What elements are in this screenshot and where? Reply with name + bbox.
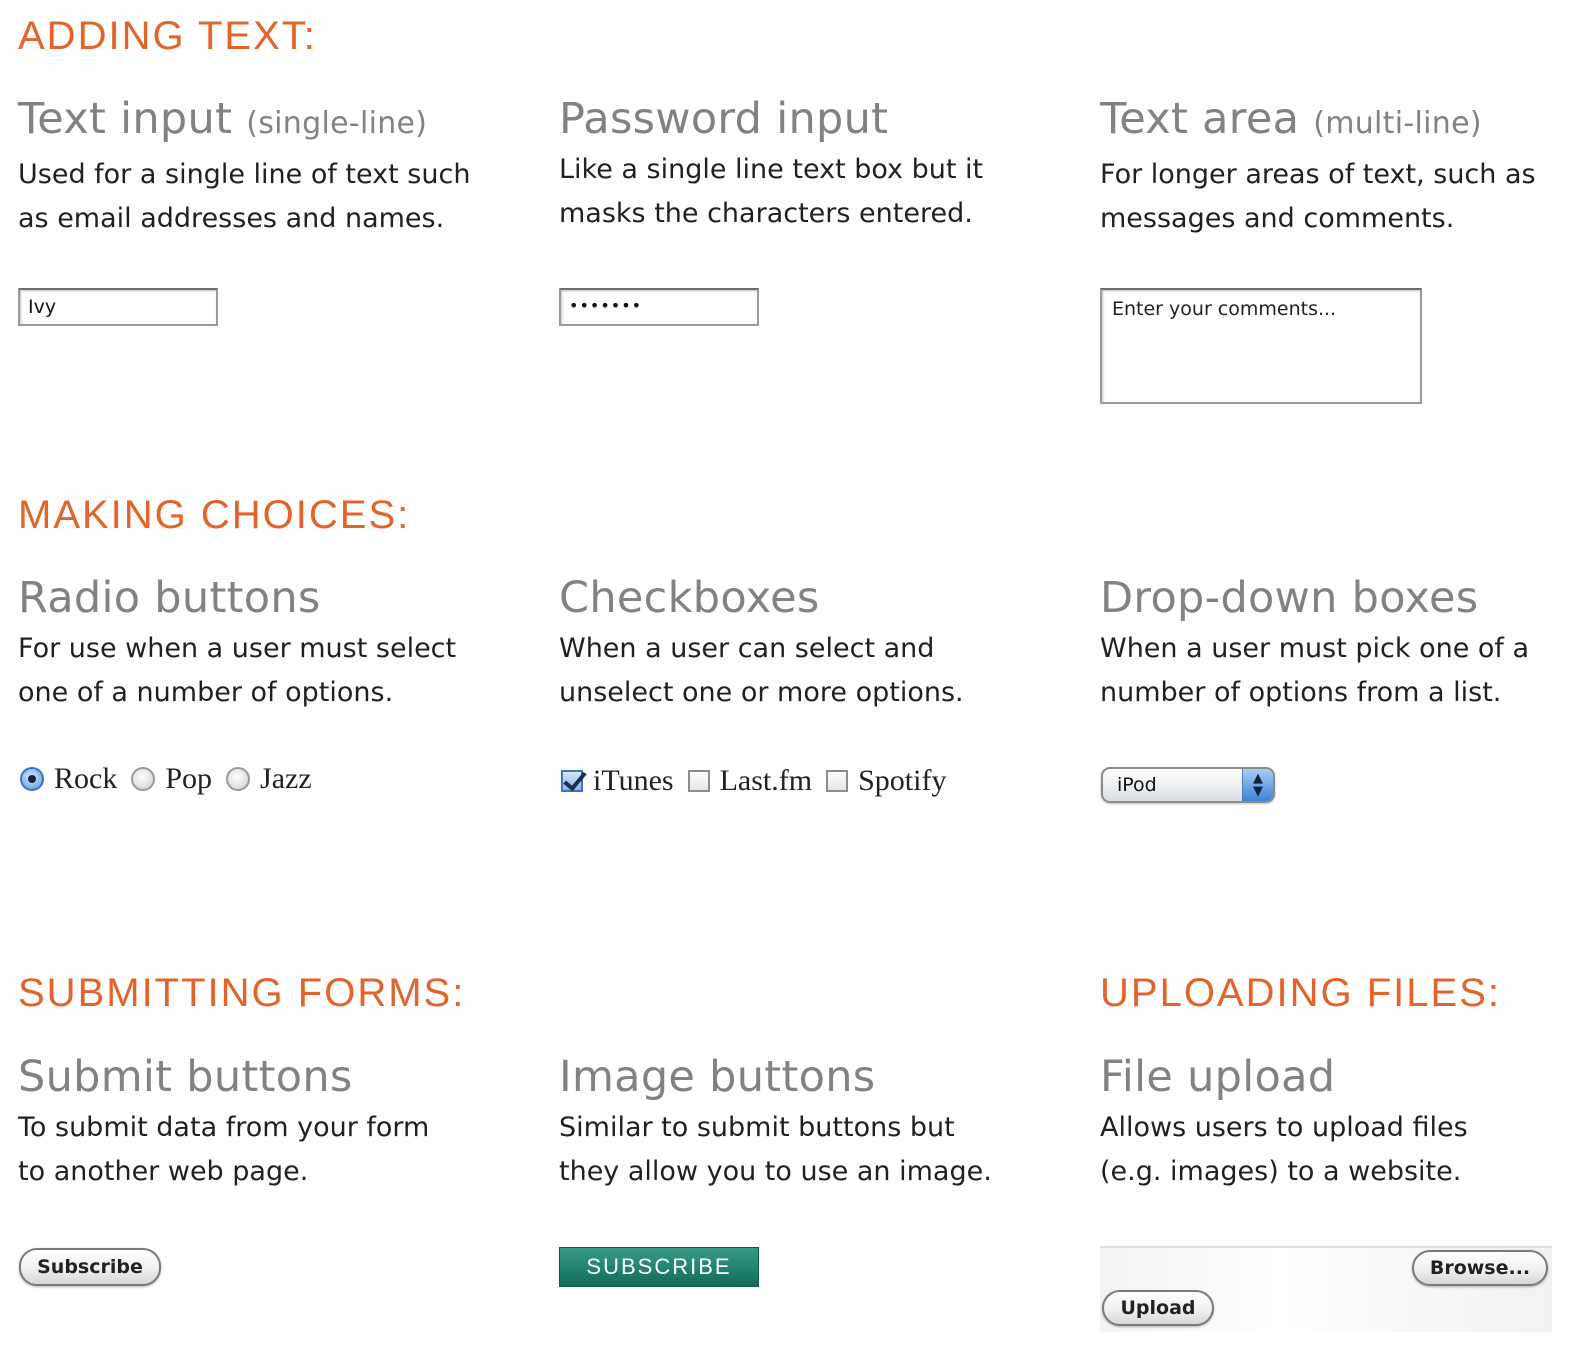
text-area-title bbox=[1100, 94, 1570, 149]
radio-buttons-block bbox=[18, 573, 538, 715]
image-buttons-title: Image buttons bbox=[559, 1052, 876, 1102]
text-area-desc-line: For longer areas of text, such as bbox=[1100, 159, 1536, 190]
subscribe-button[interactable]: Subscribe bbox=[19, 1248, 161, 1286]
file-upload-title: File upload bbox=[1100, 1052, 1336, 1102]
password-input-desc-line: masks the characters entered. bbox=[559, 198, 973, 229]
upload-button[interactable]: Upload bbox=[1102, 1290, 1214, 1326]
radio-label-rock[interactable]: Rock bbox=[54, 762, 118, 795]
browse-button[interactable]: Browse... bbox=[1412, 1250, 1548, 1286]
radio-buttons-desc-line: one of a number of options. bbox=[18, 677, 394, 708]
checkbox-label-spotify[interactable]: Spotify bbox=[858, 764, 947, 797]
checkbox-spotify[interactable] bbox=[826, 770, 848, 792]
checkbox-itunes[interactable] bbox=[561, 770, 583, 792]
text-area-desc-line: messages and comments. bbox=[1100, 203, 1455, 234]
file-upload-block bbox=[1100, 1052, 1570, 1194]
drop-down-block bbox=[1100, 573, 1570, 715]
text-area-field[interactable]: Enter your comments... bbox=[1100, 288, 1422, 404]
password-input-description bbox=[559, 148, 1039, 236]
section-heading-submitting-forms: SUBMITTING FORMS: bbox=[18, 971, 466, 1015]
checkbox-group bbox=[561, 764, 960, 798]
checkboxes-title: Checkboxes bbox=[559, 573, 820, 623]
up-down-arrows-icon: ▲ ▼ bbox=[1242, 769, 1273, 801]
radio-buttons-title: Radio buttons bbox=[18, 573, 321, 623]
checkboxes-block bbox=[559, 573, 1079, 715]
checkboxes-desc-line: When a user can select and bbox=[559, 633, 935, 664]
checkbox-lastfm[interactable] bbox=[688, 770, 710, 792]
radio-buttons-desc-line: For use when a user must select bbox=[18, 633, 457, 664]
text-input-block bbox=[18, 94, 538, 241]
section-heading-uploading-files: UPLOADING FILES: bbox=[1100, 971, 1501, 1015]
file-upload-desc-line: (e.g. images) to a website. bbox=[1100, 1156, 1462, 1187]
drop-down-desc-line: When a user must pick one of a bbox=[1100, 633, 1530, 664]
drop-down-desc-line: number of options from a list. bbox=[1100, 677, 1502, 708]
text-input-title-sub: (single-line) bbox=[246, 106, 428, 141]
radio-pop[interactable] bbox=[131, 767, 155, 791]
section-heading-adding-text: ADDING TEXT: bbox=[18, 14, 317, 58]
submit-buttons-description bbox=[18, 1106, 498, 1194]
drop-down-select[interactable] bbox=[1101, 767, 1275, 803]
radio-group bbox=[20, 762, 326, 796]
text-area-description bbox=[1100, 153, 1570, 241]
drop-down-description bbox=[1100, 627, 1570, 715]
submit-buttons-desc-line: to another web page. bbox=[18, 1156, 309, 1187]
image-buttons-desc-line: Similar to submit buttons but bbox=[559, 1112, 955, 1143]
submit-buttons-block bbox=[18, 1052, 538, 1194]
password-input-desc-line: Like a single line text box but it bbox=[559, 154, 984, 185]
submit-buttons-desc-line: To submit data from your form bbox=[18, 1112, 430, 1143]
checkbox-label-itunes[interactable]: iTunes bbox=[593, 764, 674, 797]
text-input-field[interactable]: Ivy bbox=[18, 288, 218, 326]
drop-down-selected-value: iPod bbox=[1117, 774, 1157, 796]
text-area-title-main: Text area bbox=[1100, 94, 1300, 144]
checkbox-label-lastfm[interactable]: Last.fm bbox=[719, 764, 813, 797]
radio-jazz[interactable] bbox=[226, 767, 250, 791]
text-area-block bbox=[1100, 94, 1570, 241]
file-upload-desc-line: Allows users to upload files bbox=[1100, 1112, 1468, 1143]
file-upload-description bbox=[1100, 1106, 1570, 1194]
text-area-title-sub: (multi-line) bbox=[1313, 106, 1482, 141]
section-heading-making-choices: MAKING CHOICES: bbox=[18, 493, 411, 537]
image-buttons-description bbox=[559, 1106, 1039, 1194]
password-input-field[interactable]: ••••••• bbox=[559, 288, 759, 326]
text-input-title-main: Text input bbox=[18, 94, 233, 144]
password-input-title: Password input bbox=[559, 94, 889, 144]
radio-label-pop[interactable]: Pop bbox=[165, 762, 213, 795]
image-buttons-desc-line: they allow you to use an image. bbox=[559, 1156, 992, 1187]
radio-label-jazz[interactable]: Jazz bbox=[260, 762, 312, 795]
radio-rock[interactable] bbox=[20, 767, 44, 791]
text-input-description bbox=[18, 153, 498, 241]
subscribe-image-button[interactable]: SUBSCRIBE bbox=[559, 1247, 759, 1287]
text-input-title bbox=[18, 94, 538, 149]
drop-down-title: Drop-down boxes bbox=[1100, 573, 1479, 623]
image-buttons-block bbox=[559, 1052, 1079, 1194]
checkboxes-description bbox=[559, 627, 1039, 715]
checkboxes-desc-line: unselect one or more options. bbox=[559, 677, 964, 708]
submit-buttons-title: Submit buttons bbox=[18, 1052, 353, 1102]
text-input-desc-line: Used for a single line of text such bbox=[18, 159, 471, 190]
radio-buttons-description bbox=[18, 627, 498, 715]
text-input-desc-line: as email addresses and names. bbox=[18, 203, 445, 234]
password-input-block bbox=[559, 94, 1079, 236]
